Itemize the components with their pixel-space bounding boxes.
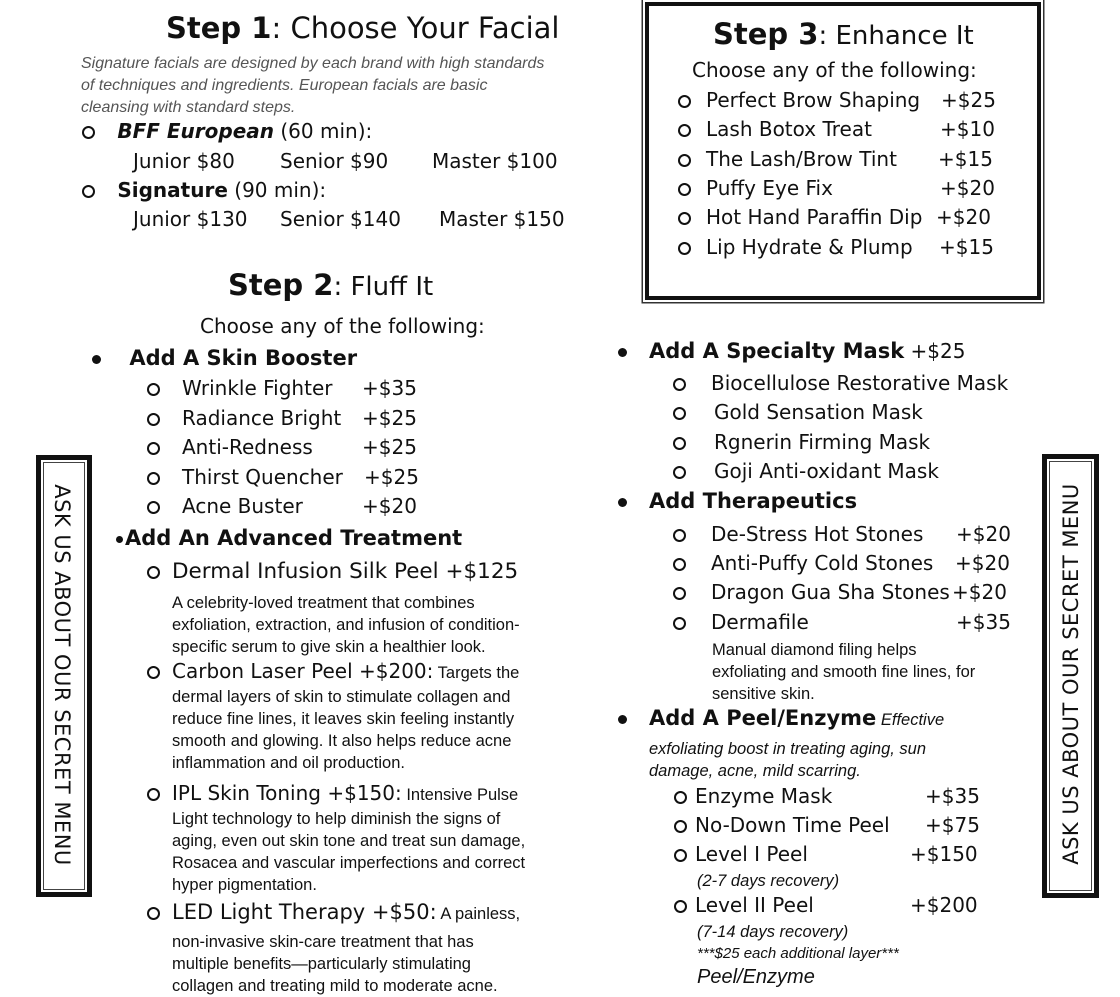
desc-line: sensitive skin. — [712, 685, 815, 703]
signature-option[interactable] — [82, 178, 326, 202]
therapeutics-item[interactable] — [673, 551, 933, 575]
mask-item[interactable] — [673, 371, 1008, 395]
step3-title-rest: : Enhance It — [818, 21, 974, 51]
circle-icon — [147, 566, 160, 579]
item-name: Biocellulose Restorative Mask — [711, 371, 1009, 395]
step3-subtitle: Choose any of the following: — [692, 58, 977, 82]
item-price: +$10 — [940, 117, 995, 141]
desc-line: exfoliating boost in treating aging, sun — [649, 740, 927, 758]
european-junior-price: Junior $80 — [133, 149, 235, 173]
european-option[interactable] — [82, 119, 372, 143]
desc-line: reduce fine lines, it leaves skin feeling instantly — [172, 710, 515, 728]
item-price: +$20 — [956, 522, 1011, 546]
led-description — [172, 931, 498, 997]
circle-icon — [673, 587, 686, 600]
circle-icon — [678, 154, 691, 167]
desc-line: non-invasive skin-care treatment that has — [172, 933, 474, 951]
peel-item[interactable] — [674, 893, 814, 917]
step1-title-bold: Step 1 — [166, 11, 272, 45]
item-name: Level I Peel — [695, 842, 808, 866]
circle-icon — [678, 242, 691, 255]
item-name: Enzyme Mask — [695, 784, 833, 808]
skin-booster-item[interactable] — [147, 435, 313, 459]
circle-icon — [147, 442, 160, 455]
desc-line: Rosacea and vascular imperfections and correct — [172, 854, 526, 872]
circle-icon — [147, 666, 160, 679]
skin-booster-item[interactable] — [147, 406, 341, 430]
signature-name: Signature — [117, 178, 228, 202]
item-name: Hot Hand Paraffin Dip — [706, 205, 923, 229]
circle-icon — [147, 501, 160, 514]
circle-icon — [147, 788, 160, 801]
peel-item[interactable] — [674, 784, 832, 808]
step2-title — [228, 268, 433, 302]
item-price: +$25 — [364, 465, 419, 489]
circle-icon — [674, 849, 687, 862]
item-name: Anti-Puffy Cold Stones — [711, 551, 934, 575]
enhance-item[interactable] — [678, 176, 833, 200]
skin-booster-label: Add A Skin Booster — [129, 346, 358, 370]
desc-line: inflammation and oil production. — [172, 754, 405, 772]
item-name: Wrinkle Fighter — [182, 376, 333, 400]
mask-item[interactable] — [673, 400, 923, 424]
item-price: +$75 — [925, 813, 980, 837]
additional-layer-note: ***$25 each additional layer*** — [697, 945, 899, 962]
step2-title-bold: Step 2 — [228, 268, 334, 302]
circle-icon — [147, 383, 160, 396]
step2-subtitle: Choose any of the following: — [200, 314, 485, 338]
bullet-icon — [116, 536, 123, 543]
item-name: Level II Peel — [695, 893, 814, 917]
item-price: +$20 — [955, 551, 1010, 575]
skin-booster-item[interactable] — [147, 376, 332, 400]
desc-line: Light technology to help diminish the signs of — [172, 810, 501, 828]
dermal-title: Dermal Infusion Silk Peel +$125 — [172, 559, 519, 584]
item-price: +$25 — [941, 88, 996, 112]
item-price: +$25 — [362, 406, 417, 430]
level1-recovery-note: (2-7 days recovery) — [697, 872, 840, 890]
circle-icon — [673, 466, 686, 479]
step1-title-rest: : Choose Your Facial — [271, 11, 560, 45]
item-name: Lash Botox Treat — [706, 117, 872, 141]
item-name: The Lash/Brow Tint — [706, 147, 897, 171]
desc-line: multiple benefits—particularly stimulating — [172, 955, 471, 973]
therapeutics-label: Add Therapeutics — [649, 489, 858, 513]
item-price: +$20 — [940, 176, 995, 200]
item-price: +$200 — [910, 893, 978, 917]
step1-desc-line: of techniques and ingredients. European facials are basic — [81, 77, 488, 94]
specialty-mask-price: +$25 — [904, 339, 966, 363]
desc-line: Manual diamond filing helps — [712, 641, 917, 659]
therapeutics-item[interactable] — [673, 580, 950, 604]
desc-line: hyper pigmentation. — [172, 876, 317, 894]
dermafile-description — [712, 639, 975, 705]
item-name: Thirst Quencher — [182, 465, 343, 489]
specialty-mask-label: Add A Specialty Mask — [649, 339, 905, 363]
item-name: Puffy Eye Fix — [706, 176, 833, 200]
signature-senior-price: Senior $140 — [280, 207, 401, 231]
circle-icon — [678, 124, 691, 137]
led-therapy-item[interactable] — [147, 900, 520, 924]
circle-icon — [673, 558, 686, 571]
desc-line: collagen and treating mild to moderate acne. — [172, 977, 498, 995]
circle-icon — [673, 529, 686, 542]
peel-enzyme-label: Add A Peel/Enzyme — [649, 706, 877, 730]
step1-description — [81, 53, 544, 119]
ipl-toning-item[interactable] — [147, 781, 518, 805]
step2-title-rest: : Fluff It — [333, 272, 434, 302]
signature-duration: (90 min): — [227, 178, 327, 202]
desc-line: specific serum to give skin a healthier look. — [172, 638, 486, 656]
ipl-desc-start: Intensive Pulse — [401, 786, 519, 804]
enhance-item[interactable] — [678, 117, 872, 141]
item-price: +$25 — [362, 435, 417, 459]
carbon-desc-start: Targets the — [433, 664, 520, 682]
ipl-description — [172, 808, 525, 896]
peel-enzyme-header — [618, 706, 944, 730]
led-desc-start: A painless, — [436, 905, 521, 923]
therapeutics-header — [618, 489, 857, 513]
item-price: +$20 — [362, 494, 417, 518]
mask-item[interactable] — [673, 459, 939, 483]
circle-icon — [82, 185, 95, 198]
desc-line: A celebrity-loved treatment that combines — [172, 594, 475, 612]
european-name: BFF European — [117, 119, 275, 143]
circle-icon — [678, 183, 691, 196]
circle-icon — [147, 907, 160, 920]
skin-booster-item[interactable] — [147, 465, 343, 489]
ipl-title: IPL Skin Toning +$150: — [172, 781, 402, 805]
desc-line: aging, even out skin tone and treat sun damage, — [172, 832, 526, 850]
signature-junior-price: Junior $130 — [133, 207, 248, 231]
item-name: Anti-Redness — [182, 435, 313, 459]
advanced-treatment-label: Add An Advanced Treatment — [125, 526, 463, 550]
item-price: +$15 — [939, 235, 994, 259]
desc-line: smooth and glowing. It also helps reduce acne — [172, 732, 512, 750]
desc-line: dermal layers of skin to stimulate collagen and — [172, 688, 511, 706]
circle-icon — [674, 900, 687, 913]
step1-desc-line: cleansing with standard steps. — [81, 99, 296, 116]
step3-title — [713, 17, 974, 51]
item-name: Dragon Gua Sha Stones — [711, 580, 950, 604]
item-name: Perfect Brow Shaping — [706, 88, 921, 112]
secret-menu-text-right: ASK US ABOUT OUR SECRET MENU — [1059, 483, 1083, 865]
peel-description — [649, 738, 926, 782]
desc-line: exfoliating and smooth fine lines, for — [712, 663, 976, 681]
item-price: +$20 — [952, 580, 1007, 604]
item-price: +$35 — [362, 376, 417, 400]
mask-item[interactable] — [673, 430, 930, 454]
european-master-price: Master $100 — [432, 149, 558, 173]
peel-enzyme-footer: Peel/Enzyme — [697, 966, 815, 988]
circle-icon — [673, 378, 686, 391]
item-name: Rgnerin Firming Mask — [714, 430, 931, 454]
desc-line: damage, acne, mild scarring. — [649, 762, 861, 780]
item-price: +$35 — [956, 610, 1011, 634]
led-title: LED Light Therapy +$50: — [172, 900, 437, 924]
item-price: +$15 — [938, 147, 993, 171]
skin-booster-item[interactable] — [147, 494, 303, 518]
circle-icon — [678, 95, 691, 108]
item-name: De-Stress Hot Stones — [711, 522, 924, 546]
level2-recovery-note: (7-14 days recovery) — [697, 923, 849, 941]
step1-title — [166, 11, 559, 45]
enhance-item[interactable] — [678, 205, 922, 229]
signature-master-price: Master $150 — [439, 207, 565, 231]
specialty-mask-header — [618, 339, 965, 363]
circle-icon — [673, 617, 686, 630]
european-senior-price: Senior $90 — [280, 149, 389, 173]
secret-menu-text-left: ASK US ABOUT OUR SECRET MENU — [50, 484, 74, 866]
item-name: Radiance Bright — [182, 406, 342, 430]
peel-item[interactable] — [674, 842, 808, 866]
circle-icon — [673, 407, 686, 420]
item-price: +$150 — [910, 842, 978, 866]
therapeutics-item[interactable] — [673, 610, 809, 634]
peel-desc-start: Effective — [876, 711, 945, 729]
carbon-laser-item[interactable] — [147, 659, 519, 683]
circle-icon — [673, 437, 686, 450]
item-name: Goji Anti-oxidant Mask — [714, 459, 939, 483]
item-name: Acne Buster — [182, 494, 303, 518]
bullet-icon — [618, 498, 627, 507]
item-name: Lip Hydrate & Plump — [706, 235, 913, 259]
item-price: +$35 — [925, 784, 980, 808]
circle-icon — [82, 126, 95, 139]
dermal-infusion-item[interactable] — [147, 559, 518, 584]
enhance-item[interactable] — [678, 88, 920, 112]
item-name: Gold Sensation Mask — [714, 400, 923, 424]
circle-icon — [147, 413, 160, 426]
circle-icon — [674, 820, 687, 833]
therapeutics-item[interactable] — [673, 522, 923, 546]
bullet-icon — [92, 355, 101, 364]
peel-item[interactable] — [674, 813, 890, 837]
step3-title-bold: Step 3 — [713, 17, 819, 51]
step1-desc-line: Signature facials are designed by each brand with high standards — [81, 55, 545, 72]
circle-icon — [674, 791, 687, 804]
desc-line: exfoliation, extraction, and infusion of condition- — [172, 616, 520, 634]
bullet-icon — [618, 348, 627, 357]
enhance-item[interactable] — [678, 147, 897, 171]
bullet-icon — [618, 715, 627, 724]
item-price: +$20 — [936, 205, 991, 229]
circle-icon — [678, 212, 691, 225]
enhance-item[interactable] — [678, 235, 913, 259]
item-name: No-Down Time Peel — [695, 813, 890, 837]
skin-booster-header — [92, 346, 357, 370]
dermal-description — [172, 592, 520, 658]
advanced-treatment-header — [116, 526, 462, 550]
european-duration: (60 min): — [274, 119, 373, 143]
carbon-title: Carbon Laser Peel +$200: — [172, 659, 434, 683]
item-name: Dermafile — [711, 610, 809, 634]
carbon-description — [172, 686, 514, 774]
circle-icon — [147, 472, 160, 485]
